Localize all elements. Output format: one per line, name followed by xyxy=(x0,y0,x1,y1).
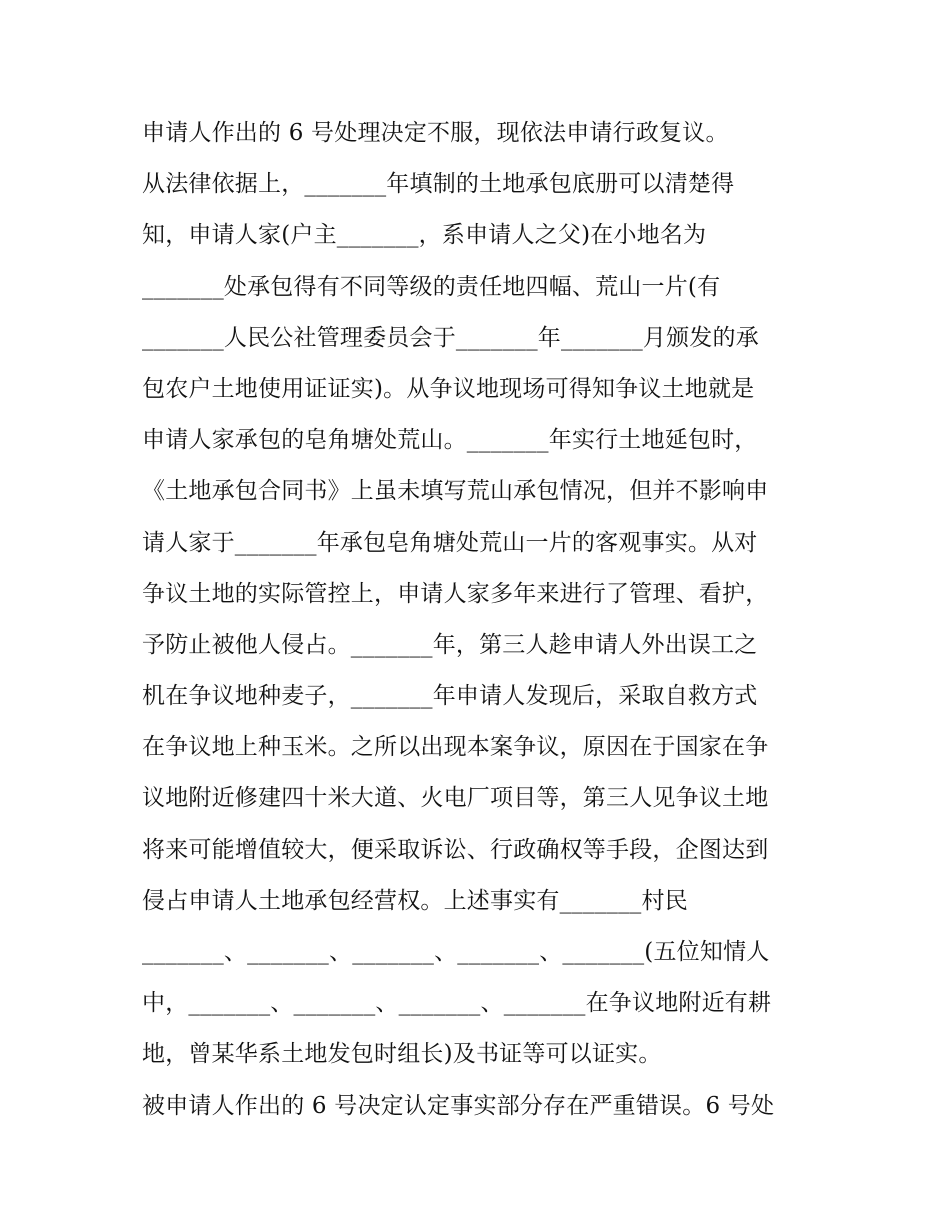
text-line: 知，申请人家(户主_______，系申请人之父)在小地名为 xyxy=(142,222,707,249)
text-line: 地，曾某华系土地发包时组长)及书证等可以证实。 xyxy=(142,1041,662,1068)
text-line: 侵占申请人土地承包经营权。上述事实有_______村民 xyxy=(142,887,688,914)
text-line: 中，_______、_______、_______、_______在争议地附近有耕 xyxy=(142,990,772,1017)
text-line: 在争议地上种玉米。之所以出现本案争议，原因在于国家在争 xyxy=(142,734,769,761)
text-line: _______人民公社管理委员会于_______年_______月颁发的承 xyxy=(142,324,759,351)
text-line: _______处承包得有不同等级的责任地四幅、荒山一片(有 xyxy=(142,273,721,300)
text-line: 从法律依据上，_______年填制的土地承包底册可以清楚得 xyxy=(142,171,735,198)
text-line: 请人家于_______年承包皂角塘处荒山一片的客观事实。从对 xyxy=(142,529,758,556)
text-line: _______、_______、_______、_______、_______(五位知情人 xyxy=(142,939,770,965)
text-line: 机在争议地种麦子，_______年申请人发现后，采取自救方式 xyxy=(142,683,758,710)
text-line: 议地附近修建四十米大道、火电厂项目等，第三人见争议土地 xyxy=(142,785,769,812)
text-line: 申请人家承包的皂角塘处荒山。_______年实行土地延包时， xyxy=(142,427,758,454)
text-line: 被申请人作出的 6 号决定认定事实部分存在严重错误。6 号处 xyxy=(142,1092,775,1119)
text-line: 将来可能增值较大，便采取诉讼、行政确权等手段，企图达到 xyxy=(142,836,769,863)
text-line: 申请人作出的 6 号处理决定不服，现依法申请行政复议。 xyxy=(142,120,729,146)
text-line: 争议土地的实际管控上，申请人家多年来进行了管理、看护， xyxy=(142,580,769,607)
text-line: 包农户土地使用证证实)。从争议地现场可得知争议土地就是 xyxy=(142,375,755,402)
text-line: 予防止被他人侵占。_______年，第三人趁申请人外出误工之 xyxy=(142,631,758,658)
document-body xyxy=(142,108,822,1132)
text-line: 《土地承包合同书》上虽未填写荒山承包情况，但并不影响申 xyxy=(142,478,769,505)
